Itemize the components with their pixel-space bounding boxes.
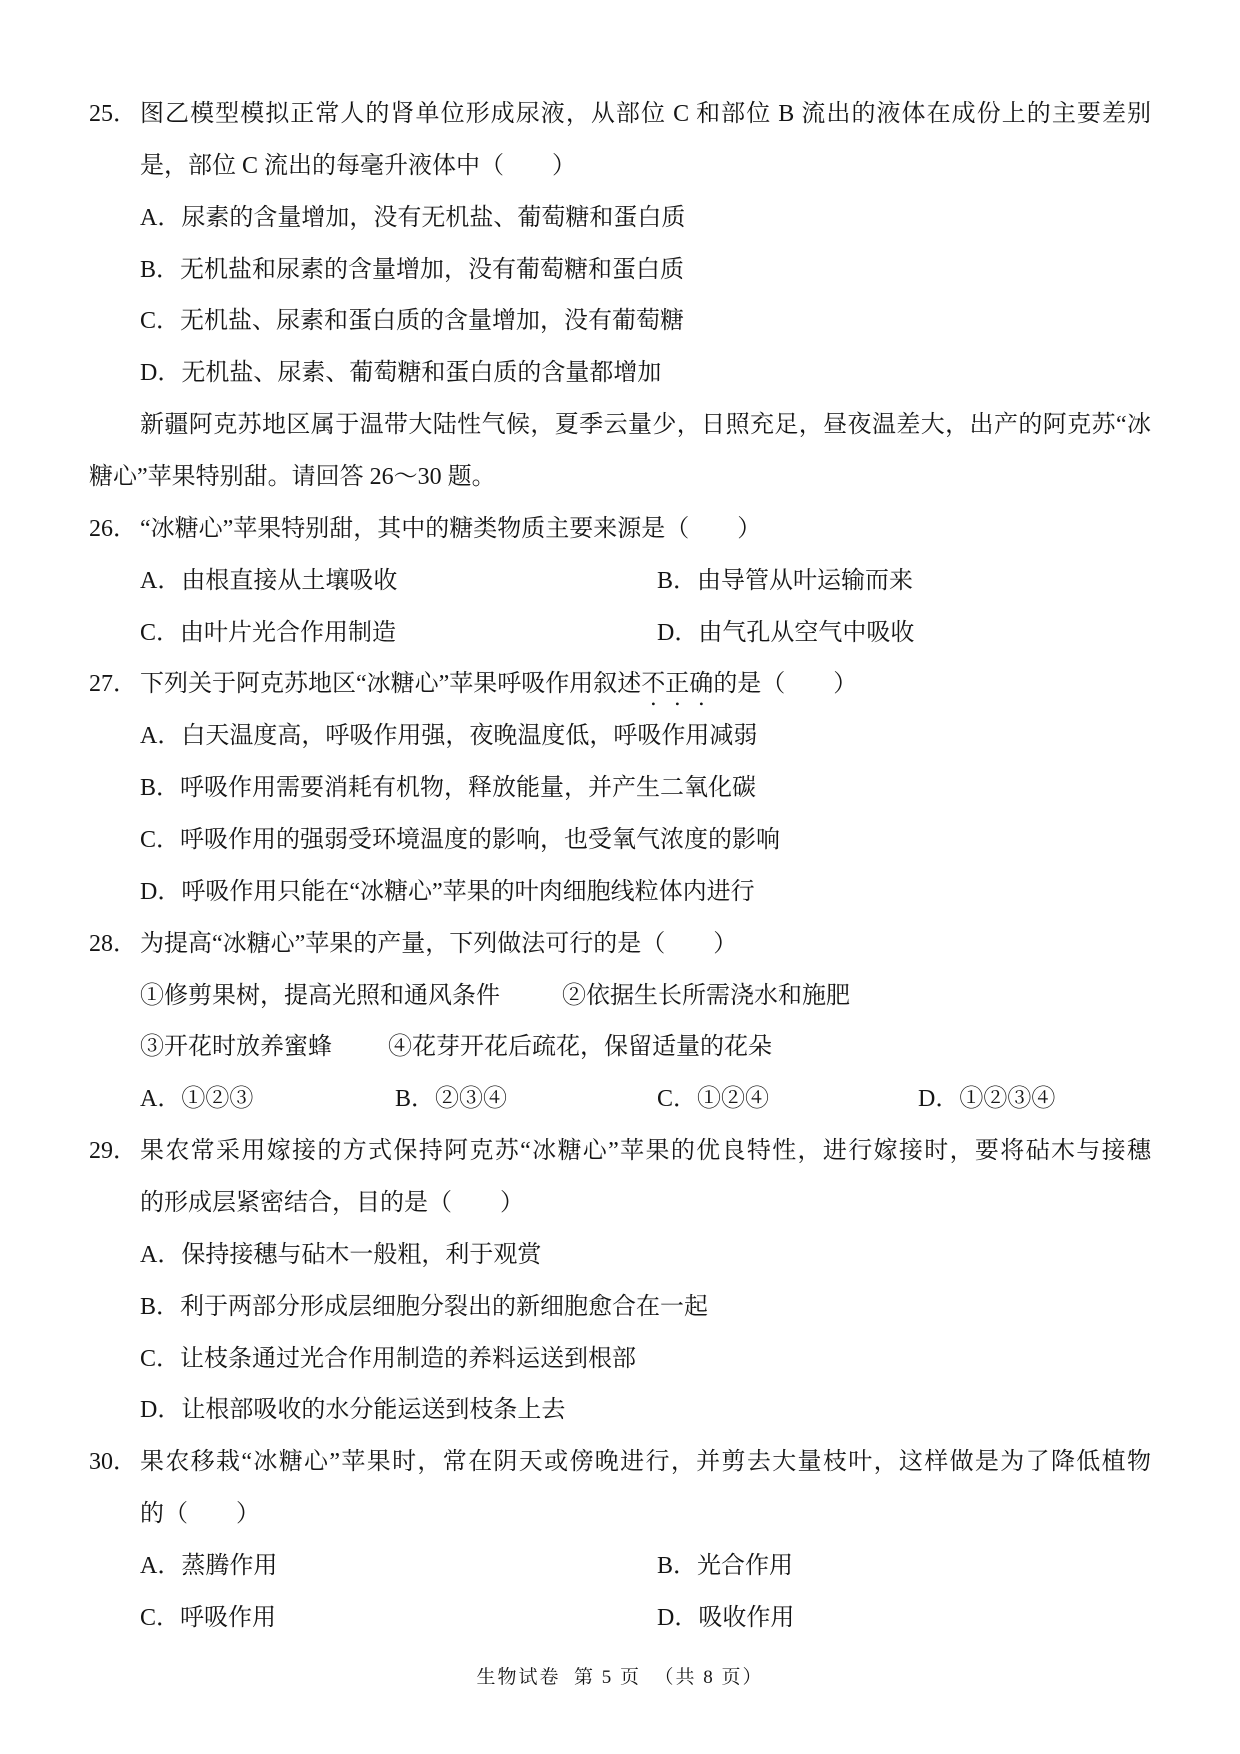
- page-footer: 生物试卷 第 5 页 （共 8 页）: [476, 1667, 764, 1688]
- option-label: C．: [140, 1345, 181, 1372]
- option-text: 由导管从叶运输而来: [697, 567, 914, 594]
- statement-1: ①修剪果树，提高光照和通风条件: [140, 982, 500, 1009]
- option-c: [140, 815, 780, 867]
- option-text: 保持接穗与砧木一般粗，利于观赏: [181, 1241, 542, 1268]
- option-text: 无机盐和尿素的含量增加，没有葡萄糖和蛋白质: [180, 256, 685, 283]
- question-30-options-row-1: [89, 1541, 1151, 1593]
- option-label: D．: [140, 360, 182, 387]
- question-stem-text: 的（ ）: [140, 1501, 260, 1528]
- question-stem-text: 的形成层紧密结合，目的是（ ）: [140, 1190, 524, 1217]
- question-28-statements-row-1: [89, 971, 1151, 1023]
- option-text: 呼吸作用的强弱受环境温度的影响，也受氧气浓度的影响: [180, 827, 781, 854]
- option-text: 无机盐、尿素、葡萄糖和蛋白质的含量都增加: [181, 360, 662, 387]
- option-text: 呼吸作用: [180, 1604, 277, 1631]
- question-stem-text: [140, 659, 857, 711]
- question-27-option-d: [89, 867, 1151, 919]
- question-stem-text: “冰糖心”苹果特别甜，其中的糖类物质主要来源是（ ）: [140, 515, 762, 542]
- option-label: C．: [140, 619, 181, 646]
- stem-text-after: 的是（ ）: [713, 671, 858, 698]
- question-25-option-b: [89, 245, 1151, 297]
- passage-line-2: [89, 452, 1151, 504]
- question-stem-text: 果农常采用嫁接的方式保持阿克苏“冰糖心”苹果的优良特性，进行嫁接时，要将砧木与接穗: [140, 1138, 1151, 1165]
- option-b: [657, 556, 913, 608]
- question-28-options-row: [89, 1074, 1151, 1126]
- option-text: ①②③④: [959, 1086, 1056, 1113]
- option-text: 吸收作用: [698, 1604, 795, 1631]
- question-26-options-row-2: [89, 608, 1151, 660]
- option-label: C．: [140, 1604, 181, 1631]
- option-text: 让枝条通过光合作用制造的养料运送到根部: [180, 1345, 637, 1372]
- option-label: B．: [395, 1086, 436, 1113]
- emphasized-text: 不正确: [641, 671, 714, 698]
- question-27-option-b: [89, 763, 1151, 815]
- option-text: 由根直接从土壤吸收: [181, 567, 398, 594]
- question-number: 26．: [89, 515, 137, 542]
- option-b: [140, 763, 756, 815]
- question-number: 28．: [89, 930, 137, 957]
- option-label: C．: [140, 827, 181, 854]
- option-label: A．: [140, 204, 182, 231]
- option-label: A．: [140, 567, 182, 594]
- question-stem-text: 图乙模型模拟正常人的肾单位形成尿液，从部位 C 和部位 B 流出的液体在成份上的主要差别: [140, 101, 1151, 127]
- option-a: [140, 1541, 277, 1593]
- option-c: [140, 1334, 636, 1386]
- statement-4: ④花芽开花后疏花，保留适量的花朵: [388, 1034, 772, 1061]
- question-29-option-b: [89, 1282, 1151, 1334]
- option-label: D．: [140, 878, 182, 905]
- option-text: 由气孔从空气中吸收: [698, 619, 915, 646]
- option-b: [140, 1282, 708, 1334]
- option-text: 让根部吸收的水分能运送到枝条上去: [181, 1397, 566, 1424]
- option-label: A．: [140, 1241, 182, 1268]
- question-number: 27．: [89, 671, 137, 698]
- question-number: 25．: [89, 101, 137, 127]
- question-30-stem-line-1: [89, 1437, 1151, 1489]
- question-25-stem-line-1: [89, 89, 1151, 141]
- option-d: [140, 867, 755, 919]
- question-25-stem-line-2: [89, 141, 1151, 193]
- option-text: 呼吸作用只能在“冰糖心”苹果的叶肉细胞线粒体内进行: [181, 878, 755, 905]
- option-label: D．: [140, 1397, 182, 1424]
- option-text: 由叶片光合作用制造: [180, 619, 397, 646]
- question-29-option-d: [89, 1385, 1151, 1437]
- option-d: [140, 1385, 565, 1437]
- option-label: B．: [140, 1293, 181, 1320]
- option-text: ②③④: [435, 1086, 508, 1113]
- option-label: D．: [657, 619, 699, 646]
- question-26-stem: [89, 504, 1151, 556]
- question-30-stem-line-2: [89, 1489, 1151, 1541]
- option-label: B．: [657, 1553, 698, 1580]
- option-b: [140, 245, 684, 297]
- option-label: A．: [140, 1553, 182, 1580]
- question-number: 29．: [89, 1138, 137, 1165]
- question-27-option-c: [89, 815, 1151, 867]
- option-d: [918, 1074, 1055, 1126]
- passage-line-1: [89, 400, 1151, 452]
- option-a: [140, 193, 685, 245]
- option-text: 无机盐、尿素和蛋白质的含量增加，没有葡萄糖: [180, 308, 685, 335]
- passage-text: 糖心”苹果特别甜。请回答 26～30 题。: [89, 464, 496, 491]
- option-text: ①②③: [181, 1086, 254, 1113]
- option-text: 光合作用: [697, 1553, 794, 1580]
- question-25-option-c: [89, 296, 1151, 348]
- question-30-options-row-2: [89, 1593, 1151, 1645]
- question-stem-text: 果农移栽“冰糖心”苹果时，常在阴天或傍晚进行，并剪去大量枝叶，这样做是为了降低植物: [140, 1449, 1151, 1476]
- option-text: 利于两部分形成层细胞分裂出的新细胞愈合在一起: [180, 1293, 709, 1320]
- option-d: [657, 608, 914, 660]
- option-text: 蒸腾作用: [181, 1553, 278, 1580]
- option-a: [140, 556, 397, 608]
- question-28-statements-row-2: [89, 1022, 1151, 1074]
- question-stem-text: 是，部位 C 流出的每毫升液体中（ ）: [140, 152, 577, 179]
- passage-text: 新疆阿克苏地区属于温带大陆性气候，夏季云量少，日照充足，昼夜温差大，出产的阿克苏“冰: [140, 412, 1151, 439]
- option-label: B．: [140, 256, 181, 283]
- page-content: [89, 89, 1151, 1645]
- option-c: [657, 1074, 769, 1126]
- option-label: A．: [140, 723, 182, 750]
- option-b: [657, 1541, 793, 1593]
- option-c: [140, 608, 396, 660]
- option-label: B．: [657, 567, 698, 594]
- option-label: D．: [918, 1086, 960, 1113]
- question-29-stem-line-1: [89, 1126, 1151, 1178]
- question-number: 30．: [89, 1449, 137, 1476]
- option-text: 白天温度高，呼吸作用强，夜晚温度低，呼吸作用减弱: [181, 723, 758, 750]
- option-a: [140, 711, 757, 763]
- question-25-option-d: [89, 348, 1151, 400]
- question-29-option-c: [89, 1334, 1151, 1386]
- question-29-stem-line-2: [89, 1178, 1151, 1230]
- option-text: 呼吸作用需要消耗有机物，释放能量，并产生二氧化碳: [180, 775, 757, 802]
- option-a: [140, 1074, 253, 1126]
- option-text: 尿素的含量增加，没有无机盐、葡萄糖和蛋白质: [181, 204, 686, 231]
- question-29-option-a: [89, 1230, 1151, 1282]
- statement-2: ②依据生长所需浇水和施肥: [562, 982, 850, 1009]
- option-text: ①②④: [697, 1086, 770, 1113]
- option-d: [657, 1593, 794, 1645]
- option-d: [140, 348, 661, 400]
- question-26-options-row-1: [89, 556, 1151, 608]
- option-c: [140, 296, 684, 348]
- option-label: C．: [657, 1086, 698, 1113]
- question-27-stem: [89, 659, 1151, 711]
- option-label: D．: [657, 1604, 699, 1631]
- option-a: [140, 1230, 541, 1282]
- stem-text-before: 下列关于阿克苏地区“冰糖心”苹果呼吸作用叙述: [140, 671, 642, 698]
- question-27-option-a: [89, 711, 1151, 763]
- question-stem-text: 为提高“冰糖心”苹果的产量，下列做法可行的是（ ）: [140, 930, 738, 957]
- option-label: C．: [140, 308, 181, 335]
- option-label: B．: [140, 775, 181, 802]
- option-label: A．: [140, 1086, 182, 1113]
- option-c: [140, 1593, 276, 1645]
- question-28-stem: [89, 919, 1151, 971]
- statement-3: ③开花时放养蜜蜂: [140, 1034, 332, 1061]
- question-25-option-a: [89, 193, 1151, 245]
- option-b: [395, 1074, 507, 1126]
